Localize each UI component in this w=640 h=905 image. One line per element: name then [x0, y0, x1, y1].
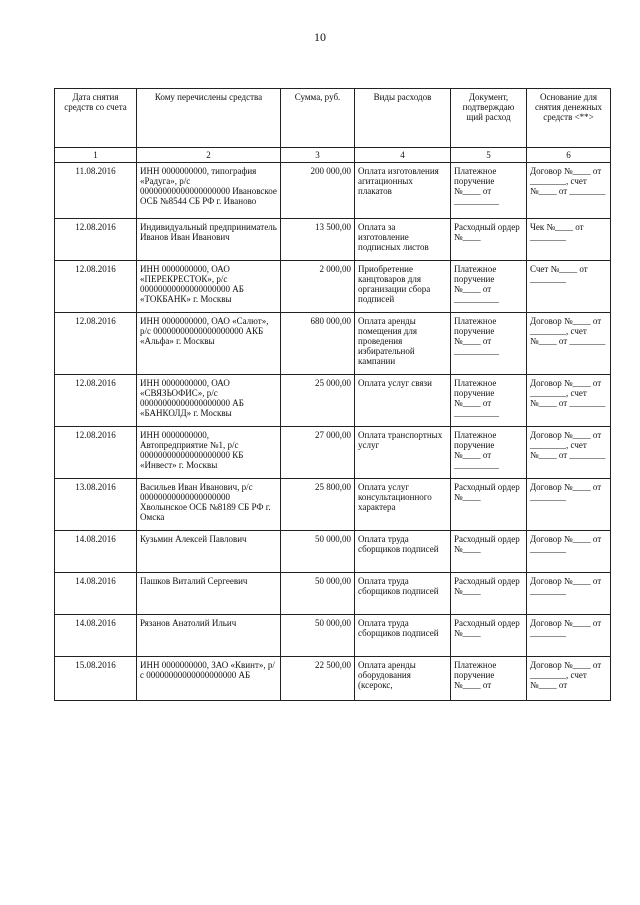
cell-basis: Договор №____ от ________ [527, 573, 611, 615]
cell-amount: 680 000,00 [281, 313, 355, 375]
cell-recipient: Васильев Иван Иванович, р/с 00000000000000000000 Хволынское ОСБ №8189 СБ РФ г. Омска [137, 479, 281, 531]
table-row [55, 375, 611, 427]
cell-purpose: Оплата труда сборщиков подписей [355, 531, 451, 573]
cell-purpose: Оплата услуг консультационного характера [355, 479, 451, 531]
cell-amount: 50 000,00 [281, 573, 355, 615]
cell-amount: 25 800,00 [281, 479, 355, 531]
cell-basis: Договор №____ от ________, счет №____ от ________ [527, 375, 611, 427]
table-row [55, 573, 611, 615]
header-document: Документ, подтверждаю щий расход [451, 89, 527, 148]
cell-purpose: Оплата за изготовление подписных листов [355, 219, 451, 261]
cell-amount: 50 000,00 [281, 531, 355, 573]
cell-recipient: ИНН 0000000000, ОАО «ПЕРЕКРЕСТОК», р/с 00000000000000000000 АБ «ТОКБАНК» г. Москвы [137, 261, 281, 313]
table-row [55, 657, 611, 701]
cell-basis: Договор №____ от ________ [527, 531, 611, 573]
table-row [55, 531, 611, 573]
column-number: 1 [55, 148, 137, 163]
header-basis: Основание для снятия денежных средств <**> [527, 89, 611, 148]
cell-date: 12.08.2016 [55, 313, 137, 375]
cell-basis: Договор №____ от ________, счет №____ от ________ [527, 427, 611, 479]
cell-recipient: ИНН 0000000000, Автопредприятие №1, р/с 00000000000000000000 КБ «Инвест» г. Москвы [137, 427, 281, 479]
cell-document: Расходный ордер №____ [451, 219, 527, 261]
column-number: 2 [137, 148, 281, 163]
header-recipient: Кому перечислены средства [137, 89, 281, 148]
expenses-table [54, 88, 611, 701]
cell-recipient: ИНН 0000000000, ОАО «СВЯЗЬОФИС», р/с 00000000000000000000 АБ «БАНКОЛД» г. Москвы [137, 375, 281, 427]
column-number: 3 [281, 148, 355, 163]
cell-purpose: Оплата аренды оборудования (ксерокс, [355, 657, 451, 701]
cell-date: 12.08.2016 [55, 261, 137, 313]
cell-date: 14.08.2016 [55, 531, 137, 573]
cell-recipient: ИНН 0000000000, ЗАО «Квинт», р/с 00000000000000000000 АБ [137, 657, 281, 701]
table-row [55, 427, 611, 479]
header-date: Дата снятия средств со счета [55, 89, 137, 148]
column-number: 4 [355, 148, 451, 163]
cell-basis: Договор №____ от ________, счет №____ от ________ [527, 163, 611, 219]
cell-amount: 22 500,00 [281, 657, 355, 701]
cell-amount: 50 000,00 [281, 615, 355, 657]
cell-amount: 2 000,00 [281, 261, 355, 313]
cell-basis: Договор №____ от ________, счет №____ от ________ [527, 313, 611, 375]
cell-purpose: Приобретение канцтоваров для организации сбора подписей [355, 261, 451, 313]
cell-basis: Договор №____ от ________ [527, 615, 611, 657]
cell-basis: Договор №____ от ________ [527, 479, 611, 531]
cell-date: 15.08.2016 [55, 657, 137, 701]
cell-amount: 13 500,00 [281, 219, 355, 261]
cell-date: 13.08.2016 [55, 479, 137, 531]
cell-document: Расходный ордер №____ [451, 479, 527, 531]
cell-recipient: ИНН 0000000000, ОАО «Салют», р/с 00000000000000000000 АКБ «Альфа» г. Москвы [137, 313, 281, 375]
cell-recipient: Индивидуальный предприниматель Иванов Иван Иванович [137, 219, 281, 261]
cell-document: Платежное поручение №____ от __________ [451, 313, 527, 375]
table-row [55, 163, 611, 219]
cell-basis: Счет №____ от ________ [527, 261, 611, 313]
cell-document: Платежное поручение №____ от __________ [451, 163, 527, 219]
table-row [55, 479, 611, 531]
cell-recipient: Пашков Виталий Сергеевич [137, 573, 281, 615]
cell-purpose: Оплата труда сборщиков подписей [355, 573, 451, 615]
cell-amount: 27 000,00 [281, 427, 355, 479]
cell-date: 14.08.2016 [55, 573, 137, 615]
cell-document: Платежное поручение №____ от __________ [451, 427, 527, 479]
cell-basis: Договор №____ от ________, счет №____ от [527, 657, 611, 701]
cell-basis: Чек №____ от ________ [527, 219, 611, 261]
cell-purpose: Оплата труда сборщиков подписей [355, 615, 451, 657]
table-header-row [55, 89, 611, 148]
header-purpose: Виды расходов [355, 89, 451, 148]
table-row [55, 261, 611, 313]
table-row [55, 313, 611, 375]
cell-document: Платежное поручение №____ от [451, 657, 527, 701]
column-number-row [55, 148, 611, 163]
cell-recipient: ИНН 0000000000, типография «Радуга», р/с 00000000000000000000 Ивановское ОСБ №8544 СБ РФ г. Иваново [137, 163, 281, 219]
cell-document: Расходный ордер №____ [451, 573, 527, 615]
cell-date: 12.08.2016 [55, 219, 137, 261]
cell-date: 12.08.2016 [55, 427, 137, 479]
table-row [55, 615, 611, 657]
page-number: 10 [314, 30, 326, 44]
cell-recipient: Кузьмин Алексей Павлович [137, 531, 281, 573]
cell-date: 11.08.2016 [55, 163, 137, 219]
cell-amount: 25 000,00 [281, 375, 355, 427]
cell-purpose: Оплата транспортных услуг [355, 427, 451, 479]
cell-document: Платежное поручение №____ от __________ [451, 375, 527, 427]
column-number: 6 [527, 148, 611, 163]
cell-date: 14.08.2016 [55, 615, 137, 657]
column-number: 5 [451, 148, 527, 163]
cell-amount: 200 000,00 [281, 163, 355, 219]
cell-purpose: Оплата изготовления агитационных плакатов [355, 163, 451, 219]
cell-date: 12.08.2016 [55, 375, 137, 427]
header-amount: Сумма, руб. [281, 89, 355, 148]
cell-recipient: Рязанов Анатолий Ильич [137, 615, 281, 657]
cell-purpose: Оплата аренды помещения для проведения избирательной кампании [355, 313, 451, 375]
cell-purpose: Оплата услуг связи [355, 375, 451, 427]
table-row [55, 219, 611, 261]
cell-document: Платежное поручение №____ от __________ [451, 261, 527, 313]
cell-document: Расходный ордер №____ [451, 615, 527, 657]
cell-document: Расходный ордер №____ [451, 531, 527, 573]
